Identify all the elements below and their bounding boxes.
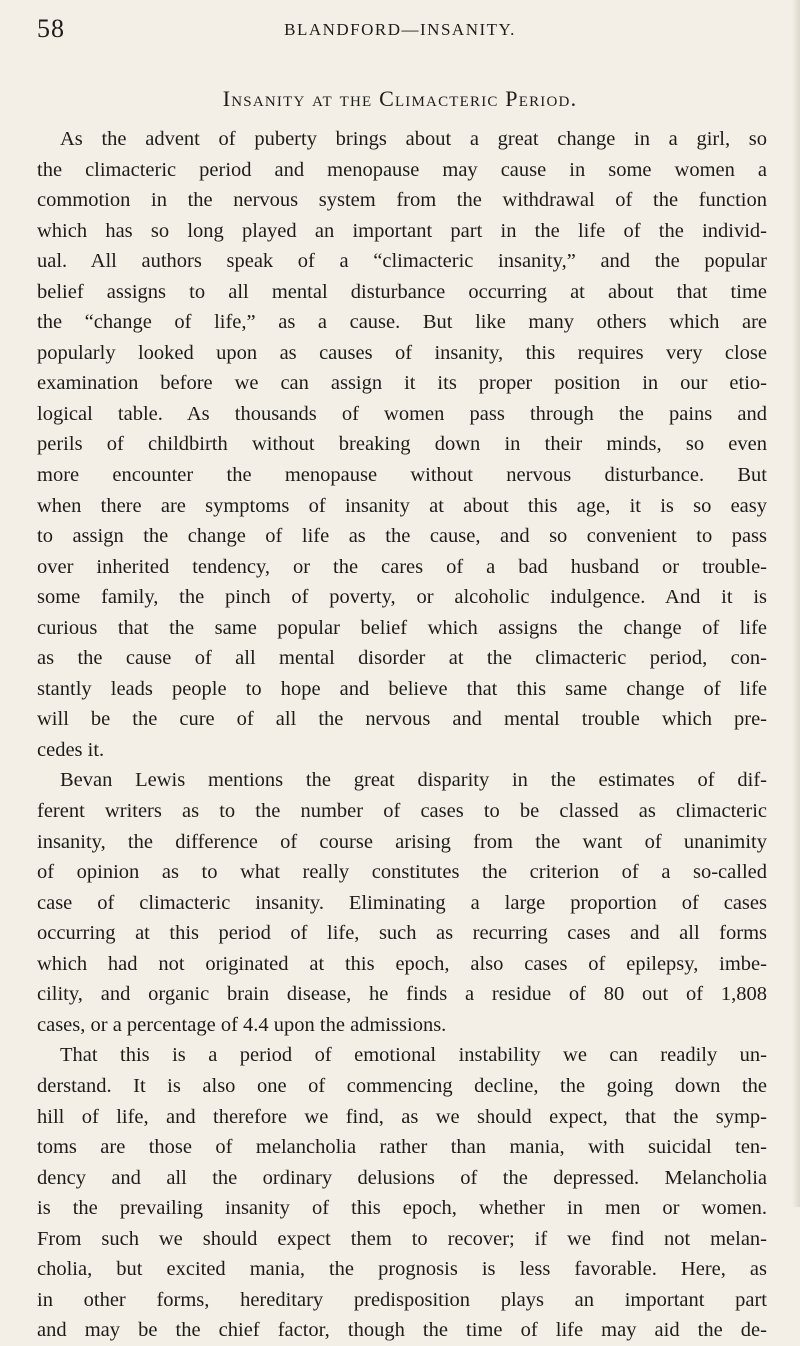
section-title: Insanity at the Climacteric Period. (222, 86, 578, 111)
running-head (37, 14, 763, 48)
text-line: hill of life, and therefore we find, as we should expect, that the symp- (37, 1105, 767, 1128)
text-line: some family, the pinch of poverty, or alcoholic indulgence. And it is (37, 586, 767, 609)
text-line: examination before we can assign it its proper position in our etio- (37, 372, 767, 395)
body-text (37, 124, 767, 1346)
text-line: That this is a period of emotional instability we can readily un- (60, 1044, 767, 1067)
text-line: perils of childbirth without breaking down in their minds, so even (37, 433, 767, 456)
text-line: will be the cure of all the nervous and mental trouble which pre- (37, 708, 767, 731)
text-line: of opinion as to what really constitutes the criterion of a so-called (37, 861, 767, 884)
text-line: which had not originated at this epoch, also cases of epilepsy, imbe- (37, 952, 767, 975)
text-line: commotion in the nervous system from the withdrawal of the function (37, 189, 767, 212)
text-line: From such we should expect them to recover; if we find not melan- (37, 1227, 767, 1250)
text-line: insanity, the difference of course arising from the want of unanimity (37, 830, 767, 853)
text-line: dency and all the ordinary delusions of the depressed. Melancholia (37, 1166, 767, 1189)
text-line: as the cause of all mental disorder at the climacteric period, con- (37, 647, 767, 670)
text-line: stantly leads people to hope and believe that this same change of life (37, 677, 767, 700)
text-line: the climacteric period and menopause may cause in some women a (37, 158, 767, 181)
text-line: is the prevailing insanity of this epoch, whether in men or women. (37, 1197, 767, 1220)
text-line: ferent writers as to the number of cases to be classed as climacteric (37, 800, 767, 823)
text-line: As the advent of puberty brings about a great change in a girl, so (60, 128, 767, 150)
text-line: in other forms, hereditary predisposition plays an important part (37, 1288, 767, 1311)
text-line: ual. All authors speak of a “climacteric insanity,” and the popular (37, 250, 767, 273)
text-line: logical table. As thousands of women pass through the pains and (37, 402, 767, 425)
text-line: popularly looked upon as causes of insanity, this requires very close (37, 341, 767, 364)
page-number: 58 (37, 14, 65, 43)
text-line: to assign the change of life as the cause, and so convenient to pass (37, 525, 767, 548)
text-line: derstand. It is also one of commencing decline, the going down the (37, 1074, 767, 1097)
text-line: curious that the same popular belief which assigns the change of life (37, 616, 767, 639)
text-line: Bevan Lewis mentions the great disparity in the estimates of dif- (60, 769, 767, 792)
text-line: cility, and organic brain disease, he finds a residue of 80 out of 1,808 (37, 983, 767, 1006)
page-edge-shadow (792, 0, 800, 1207)
text-line: when there are symptoms of insanity at about this age, it is so easy (37, 494, 767, 517)
text-line: cedes it. (37, 738, 105, 761)
text-line: and may be the chief factor, though the time of life may aid the de- (37, 1319, 767, 1342)
text-line: toms are those of melancholia rather than mania, with suicidal ten- (37, 1136, 767, 1159)
text-line: more encounter the menopause without nervous disturbance. But (37, 464, 767, 487)
text-line: belief assigns to all mental disturbance occurring at about that time (37, 280, 767, 303)
text-line: over inherited tendency, or the cares of a bad husband or trouble- (37, 555, 767, 578)
text-line: cases, or a percentage of 4.4 upon the admissions. (37, 1013, 447, 1036)
text-line: case of climacteric insanity. Eliminating a large proportion of cases (37, 891, 767, 914)
text-line: occurring at this period of life, such as recurring cases and all forms (37, 922, 767, 945)
running-head-title: BLANDFORD—INSANITY. (284, 20, 516, 39)
text-line: the “change of life,” as a cause. But like many others which are (37, 311, 767, 334)
text-line: cholia, but excited mania, the prognosis is less favorable. Here, as (37, 1258, 767, 1281)
text-line: which has so long played an important part in the life of the individ- (37, 219, 767, 242)
